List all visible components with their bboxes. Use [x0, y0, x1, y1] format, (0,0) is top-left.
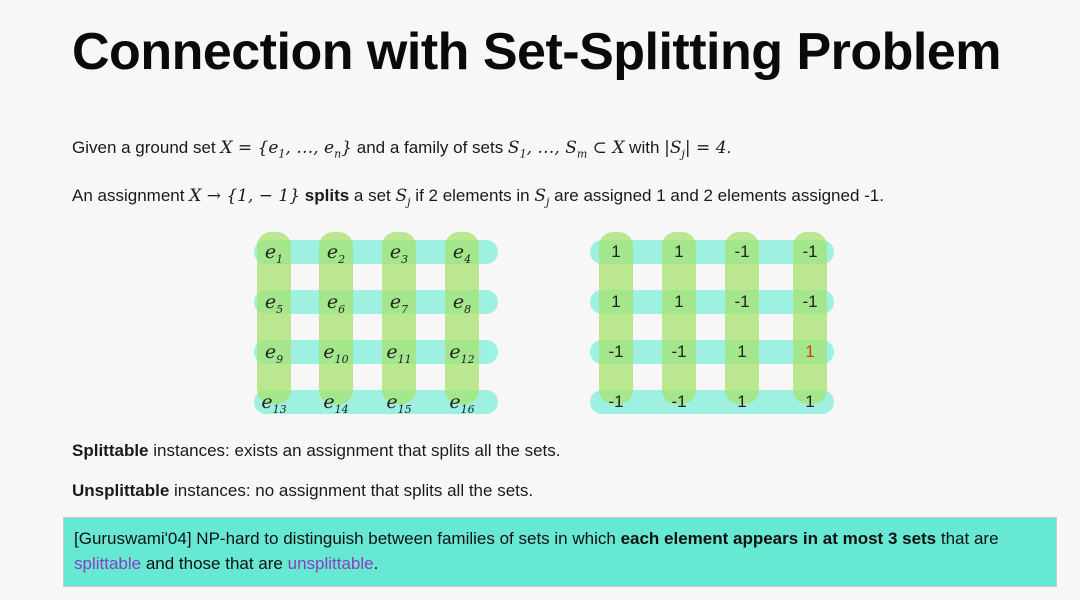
element-cell: $e_3$ — [389, 241, 409, 266]
element-cell: $e_{16}$ — [449, 391, 475, 416]
element-cell: $e_5$ — [264, 291, 284, 316]
ground-set-definition: Given a ground set $X = \{e_1$, …, $e_n$} and a family of sets $S_1$, …, $S_m$ ⊂ X with $|S_j| = 4$. — [72, 138, 732, 161]
unsplittable-definition: Unsplittable instances: no assignment that splits all the sets. — [72, 481, 534, 500]
element-cell: $e_1$ — [264, 241, 284, 266]
slide-title: Connection with Set-Splitting Problem — [72, 23, 1002, 81]
element-cell: $e_{11}$ — [386, 341, 412, 366]
assignment-value: 1 — [737, 342, 747, 361]
element-grid — [254, 232, 498, 416]
element-cell: $e_{12}$ — [449, 341, 475, 366]
assignment-value: 1 — [805, 392, 815, 411]
assignment-value: 1 — [674, 242, 684, 261]
splittable-definition: Splittable instances: exists an assignment that splits all the sets. — [72, 441, 561, 460]
assignment-value: -1 — [671, 342, 687, 361]
element-cell: $e_{15}$ — [386, 391, 412, 416]
element-cell: $e_2$ — [326, 241, 346, 266]
element-cell: $e_{10}$ — [323, 341, 349, 366]
assignment-value: -1 — [802, 242, 818, 261]
element-cell: $e_4$ — [452, 241, 472, 266]
element-cell: $e_{14}$ — [323, 391, 349, 416]
assignment-value: 1 — [611, 242, 621, 261]
element-cell: $e_9$ — [264, 341, 284, 366]
assignment-value: -1 — [802, 292, 818, 311]
assignment-grid — [590, 232, 834, 411]
assignment-value: -1 — [734, 242, 750, 261]
assignment-value: -1 — [734, 292, 750, 311]
element-cell: $e_6$ — [326, 291, 346, 316]
assignment-value: 1 — [611, 292, 621, 311]
element-cell: $e_{13}$ — [261, 391, 287, 416]
assignment-value: 1 — [737, 392, 747, 411]
assignment-value: -1 — [608, 342, 624, 361]
assignment-value: 1 — [674, 292, 684, 311]
assignment-value: -1 — [671, 392, 687, 411]
splits-definition: An assignment X → {1, − 1} splits a set $S_j$ if 2 elements in $S_j$ are assigned 1 and 2 elements assigned -1. — [72, 186, 884, 209]
hardness-result-box: [Guruswami'04] NP-hard to distinguish between families of sets in which each element appears in at most 3 sets that are splittable and those that are unsplittable. — [63, 517, 1057, 587]
assignment-value: -1 — [608, 392, 624, 411]
element-cell: $e_7$ — [389, 291, 409, 316]
assignment-value: 1 — [805, 342, 815, 361]
element-cell: $e_8$ — [452, 291, 472, 316]
